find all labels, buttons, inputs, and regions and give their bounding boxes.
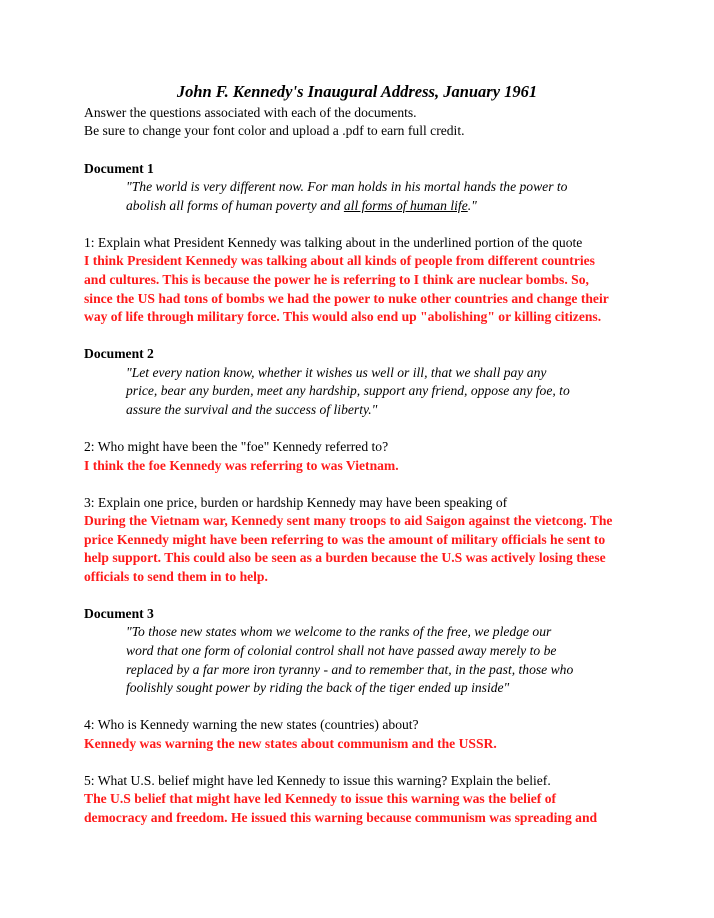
document-title: John F. Kennedy's Inaugural Address, January 1961 — [176, 82, 538, 101]
answer-2-line: I think the foe Kennedy was referring to was Vietnam. — [84, 458, 399, 473]
document-2-quote-line: assure the survival and the success of liberty." — [126, 402, 378, 417]
answer-1-line: and cultures. This is because the power he is referring to I think are nuclear bombs. So, — [84, 272, 589, 287]
document-2-quote-line: "Let every nation know, whether it wishes us well or ill, that we shall pay any — [126, 365, 547, 380]
document-2-quote-line: price, bear any burden, meet any hardship, support any friend, oppose any foe, to — [126, 383, 570, 398]
instruction-line: Answer the questions associated with each of the documents. — [84, 105, 417, 120]
answer-3-line: During the Vietnam war, Kennedy sent many troops to aid Saigon against the vietcong. The — [84, 513, 613, 528]
document-1-heading: Document 1 — [84, 161, 154, 176]
answer-3-line: help support. This could also be seen as a burden because the U.S was actively losing these — [84, 550, 606, 565]
answer-5-line: democracy and freedom. He issued this warning because communism was spreading and — [84, 810, 598, 825]
document-3-quote-line: replaced by a far more iron tyranny - and to remember that, in the past, those who — [126, 662, 574, 677]
document-3-heading: Document 3 — [84, 606, 154, 621]
document-3-quote-line: "To those new states whom we welcome to the ranks of the free, we pledge our — [126, 624, 552, 639]
answer-5-line: The U.S belief that might have led Kennedy to issue this warning was the belief of — [84, 791, 557, 806]
document-1-quote-line: "The world is very different now. For man holds in his mortal hands the power to — [126, 179, 568, 194]
document-3-quote-line: word that one form of colonial control shall not have passed away merely to be — [126, 643, 557, 658]
answer-3-line: officials to send them in to help. — [84, 569, 268, 584]
question-4: 4: Who is Kennedy warning the new states (countries) about? — [84, 717, 419, 732]
instruction-line: Be sure to change your font color and upload a .pdf to earn full credit. — [84, 123, 465, 138]
document-1-quote-line — [126, 197, 477, 215]
answer-1-line: since the US had tons of bombs we had the power to nuke other countries and change their — [84, 291, 609, 306]
question-3: 3: Explain one price, burden or hardship Kennedy may have been speaking of — [84, 495, 508, 510]
answer-4-line: Kennedy was warning the new states about communism and the USSR. — [84, 736, 497, 751]
question-1: 1: Explain what President Kennedy was talking about in the underlined portion of the quote — [84, 235, 583, 250]
quote-text: ." — [467, 198, 477, 213]
answer-3-line: price Kennedy might have been referring to was the amount of military officials he sent to — [84, 532, 606, 547]
document-3-quote-line: foolishly sought power by riding the back of the tiger ended up inside" — [126, 680, 510, 695]
question-5: 5: What U.S. belief might have led Kennedy to issue this warning? Explain the belief. — [84, 773, 551, 788]
question-2: 2: Who might have been the "foe" Kennedy referred to? — [84, 439, 389, 454]
underlined-phrase: all forms of human life — [343, 198, 468, 213]
answer-1-line: way of life through military force. This would also end up "abolishing" or killing citizens. — [84, 309, 602, 324]
quote-text: abolish all forms of human poverty and — [126, 198, 344, 213]
document-2-heading: Document 2 — [84, 346, 154, 361]
answer-1-line: I think President Kennedy was talking about all kinds of people from different countries — [84, 253, 595, 268]
